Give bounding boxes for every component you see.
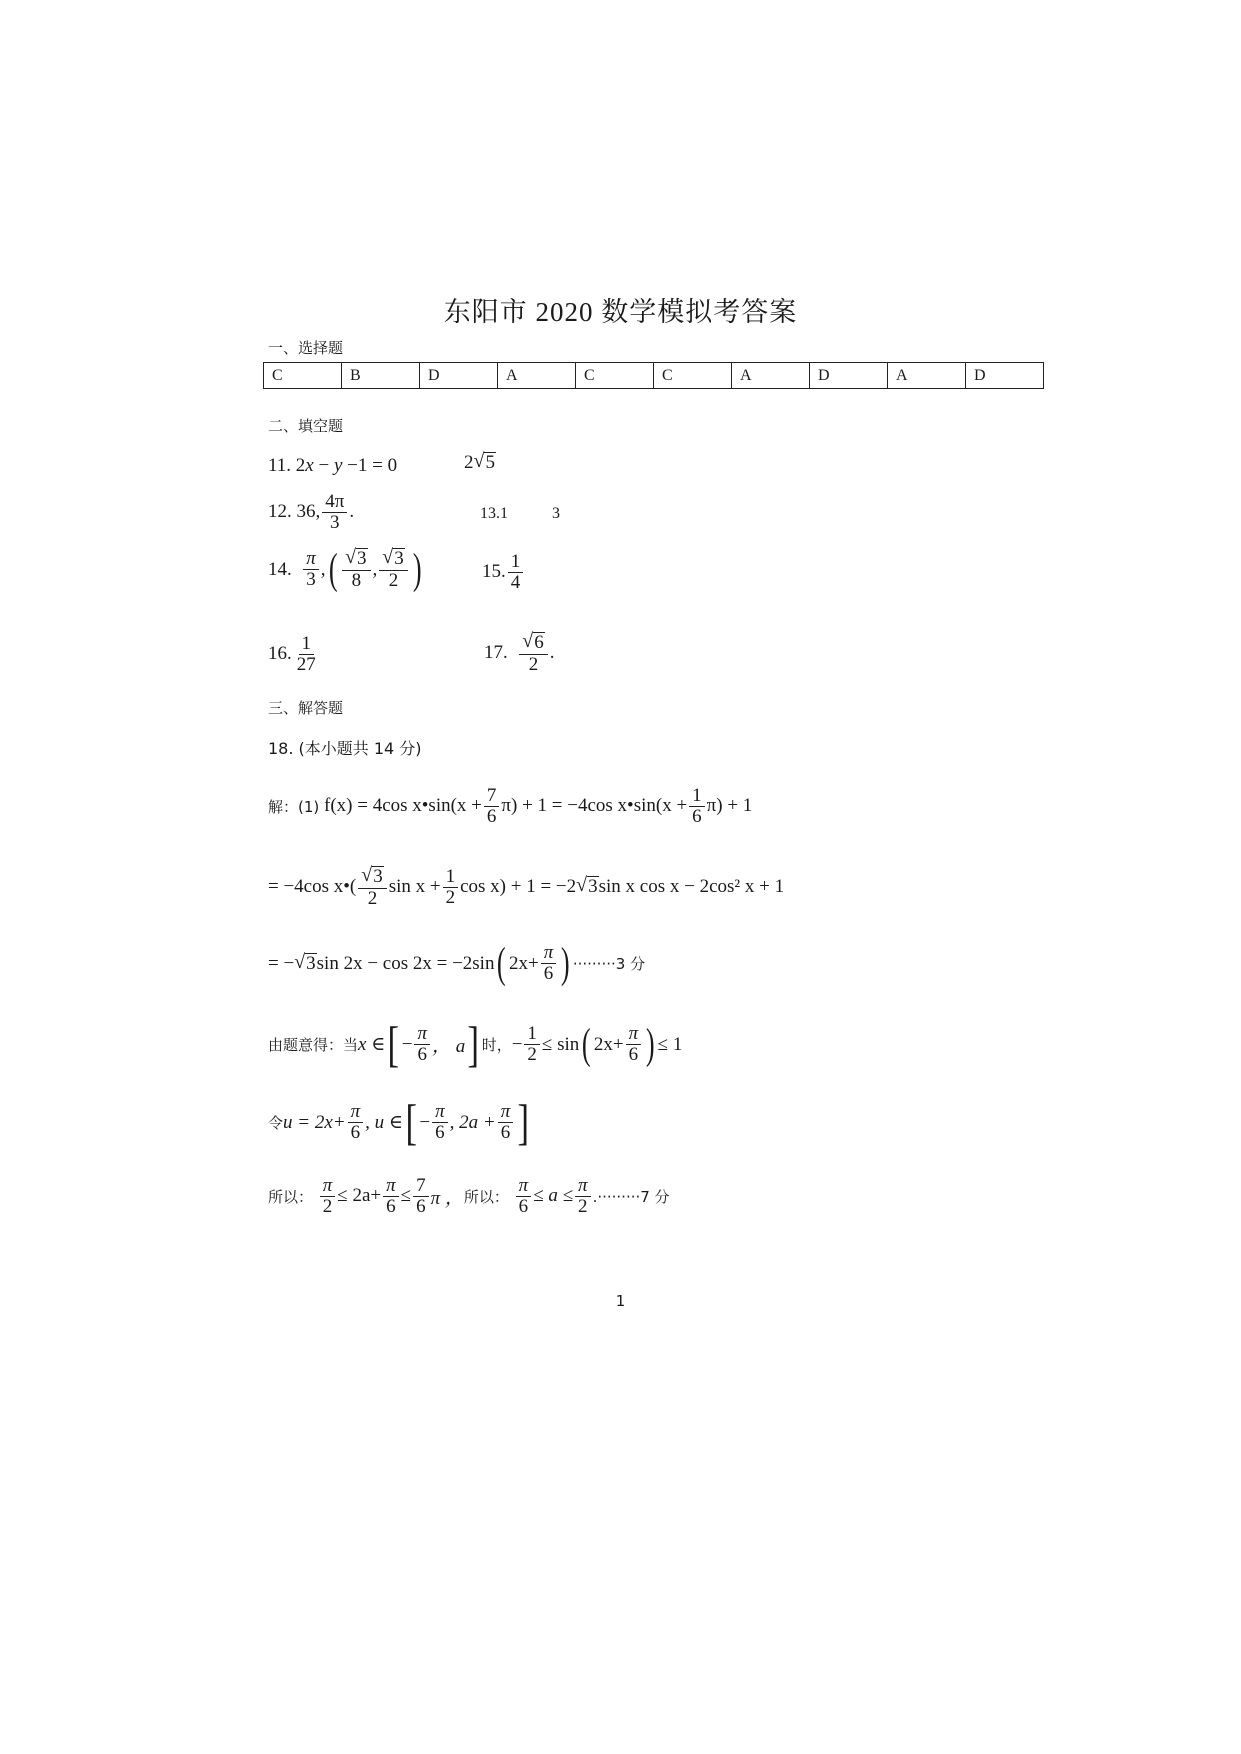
fraction: √ 3 2 [358,866,386,909]
expr: sin x cos x − 2cos² x + 1 [598,876,785,898]
numerator: 1 [508,552,524,573]
numerator: 1 [299,634,315,655]
denominator: 2 [445,886,456,908]
expr: ， a [431,1036,466,1058]
expr: − [419,1111,431,1133]
numerator: π [498,1102,514,1123]
expr: − [401,1033,413,1055]
section-heading-choice: 一、选择题 [268,339,344,357]
expr: , u ∈ [365,1112,403,1134]
eq-part: x [305,455,314,476]
numerator: π [414,1024,430,1045]
left-paren: ( [328,545,338,593]
fraction [443,867,459,908]
numerator: π [303,549,319,570]
numerator: 7 [413,1176,429,1197]
expr: = − [268,952,295,974]
choice-answer-table [263,362,1044,389]
score-mark: ·········3 分 [572,955,646,974]
numerator: 1 [689,786,705,807]
fraction [524,1024,540,1065]
value: 3 [552,505,560,522]
expr: ≤ 1 [657,1033,683,1055]
q-label: 13.1 [480,505,508,522]
fraction [626,1024,642,1065]
radicand: 3 [306,952,316,974]
answer-11 [268,455,397,477]
denominator: 6 [692,805,702,827]
fraction: √ 3 2 [379,548,407,591]
radicand: 3 [394,548,404,570]
answer-cell: C [264,363,342,389]
fraction: √ 3 8 [342,548,370,591]
expr: π) + 1 [706,795,753,817]
question-18-title: 18. (本小题共 14 分) [268,739,422,758]
denominator: 6 [486,805,497,827]
section-heading-fill: 二、填空题 [268,417,344,435]
answer-11-second [464,452,496,474]
sqrt: √ 3 [294,950,316,974]
fraction [508,552,524,593]
expr: 2x+ [593,1033,624,1055]
numerator: π [541,943,557,964]
text: 时， [481,1036,512,1055]
denominator: 6 [417,1044,427,1066]
denominator: 3 [330,511,340,533]
score-mark: .·········7 分 [592,1187,670,1206]
expr: u = 2x+ [283,1111,346,1133]
left-bracket: [ [387,1017,400,1072]
eq-part: − [318,455,330,476]
fraction [414,1024,430,1065]
denominator: 2 [578,1195,588,1217]
q-label: 17. [484,642,508,664]
eq-part: y [333,455,343,476]
answer-13 [480,505,560,523]
prefix: 解：(1) [268,797,320,816]
solution-line-2 [268,866,784,909]
answer-cell: A [498,363,576,389]
left-paren: ( [582,1019,591,1068]
fraction [432,1102,448,1143]
expr: sin x + [388,876,441,898]
fraction [516,1176,532,1217]
denominator: 2 [527,1044,537,1066]
expr: ≤ sin [541,1033,580,1055]
answer-cell: D [420,363,498,389]
denominator: 6 [543,963,554,985]
fraction [689,786,705,827]
eq-part: 2 [295,455,306,476]
q-label: 11. [268,455,292,476]
eq-part: −1 = 0 [347,455,398,476]
solution-line-6 [268,1176,670,1217]
denominator: 2 [367,887,378,909]
expr: cos x) + 1 = −2 [460,876,577,898]
answer-cell: A [732,363,810,389]
denominator: 6 [435,1122,445,1144]
denominator: 6 [500,1122,511,1144]
denominator: 6 [386,1195,396,1217]
denominator: 27 [296,653,316,675]
q-label: 14. [268,558,292,580]
numerator: 7 [484,786,500,807]
expr: ≤ 2a+ [337,1185,382,1207]
numerator: π [383,1176,399,1197]
expr: π) + 1 = −4cos x•sin(x + [501,795,688,817]
answer-cell: C [654,363,732,389]
expr: sin 2x − cos 2x = −2sin [316,952,495,974]
denominator: 6 [518,1195,529,1217]
solution-line-5 [268,1095,532,1150]
text: 所以： [463,1187,509,1206]
right-paren: ) [561,939,570,987]
left-bracket: [ [405,1095,417,1150]
denominator: 2 [388,570,399,592]
solution-line-4 [268,1017,683,1072]
page-number: 1 [615,1292,626,1310]
numerator: π [516,1176,532,1197]
radicand: 3 [357,548,367,570]
denominator: 6 [628,1044,639,1066]
denominator: 6 [350,1122,361,1144]
fraction [320,1176,336,1217]
answer-cell: C [576,363,654,389]
fraction [541,943,557,984]
numerator: 1 [443,867,459,888]
radicand: 5 [485,452,495,474]
fraction [413,1176,429,1217]
fraction [348,1102,364,1143]
numerator: 4π [322,492,347,513]
denominator: 8 [351,570,362,592]
answer-cell: A [888,363,966,389]
radicand: 6 [534,632,544,653]
numerator: π [626,1024,642,1045]
text: 所以： [268,1187,314,1206]
right-bracket: ] [517,1095,530,1150]
fraction [498,1102,514,1143]
expr: ≤ [400,1185,412,1207]
denominator: 2 [528,653,539,675]
expr: x ∈ [358,1034,386,1056]
left-paren: ( [497,939,507,987]
right-paren: ) [412,545,422,593]
q-label: 12. 36, [268,501,321,523]
denominator: 4 [510,571,521,593]
solution-line-1 [268,786,752,827]
fraction [303,549,319,590]
q-label: 15. [482,561,506,583]
text: 令 [268,1114,284,1133]
numerator: π [432,1102,448,1123]
answer-14: 14. $\frac{\pi}{3}$ , ( √ 3 8 , √ 3 2 ) [268,545,422,593]
answer-15 [482,552,525,593]
answer-16 [268,634,321,675]
denominator: 3 [306,569,316,591]
right-bracket: ] [467,1017,480,1072]
answer-12 [268,492,354,533]
expr: = −4cos x•( [268,876,357,898]
sqrt: √ 3 [576,874,598,898]
fraction: √ 6 2 [519,632,547,675]
fraction [383,1176,399,1217]
answer-17 [484,632,554,675]
page-title: 东阳市 2020 数学模拟考答案 [443,297,798,327]
expr: 2x+ [509,952,539,974]
denominator: 6 [416,1195,426,1217]
answer-cell: D [810,363,888,389]
expr: − [511,1033,523,1055]
numerator: 1 [524,1024,540,1045]
right-paren: ) [646,1019,655,1068]
q-label: 16. [268,643,292,665]
radicand: 3 [588,876,598,898]
expr: f(x) = 4cos x•sin(x + [324,795,482,817]
numerator: π [348,1102,364,1123]
radicand: 3 [373,866,383,887]
numerator: π [575,1176,591,1197]
numerator: π [320,1176,336,1197]
tail: . [549,642,555,664]
tail: . [349,501,355,523]
sqrt: √ 5 [473,450,495,474]
fraction [575,1176,591,1217]
expr: π ， [430,1187,464,1209]
solution-line-3 [268,939,646,987]
expr: , 2a + [449,1111,496,1133]
fraction [322,492,347,533]
fraction [484,786,500,827]
denominator: 2 [322,1195,333,1217]
coef: 2 [464,452,474,473]
text: 由题意得：当 [268,1036,359,1055]
expr: ≤ a ≤ [533,1185,574,1207]
answer-cell: B [342,363,420,389]
answer-cell: D [966,363,1044,389]
section-heading-solution: 三、解答题 [268,699,344,717]
fraction [294,634,319,675]
